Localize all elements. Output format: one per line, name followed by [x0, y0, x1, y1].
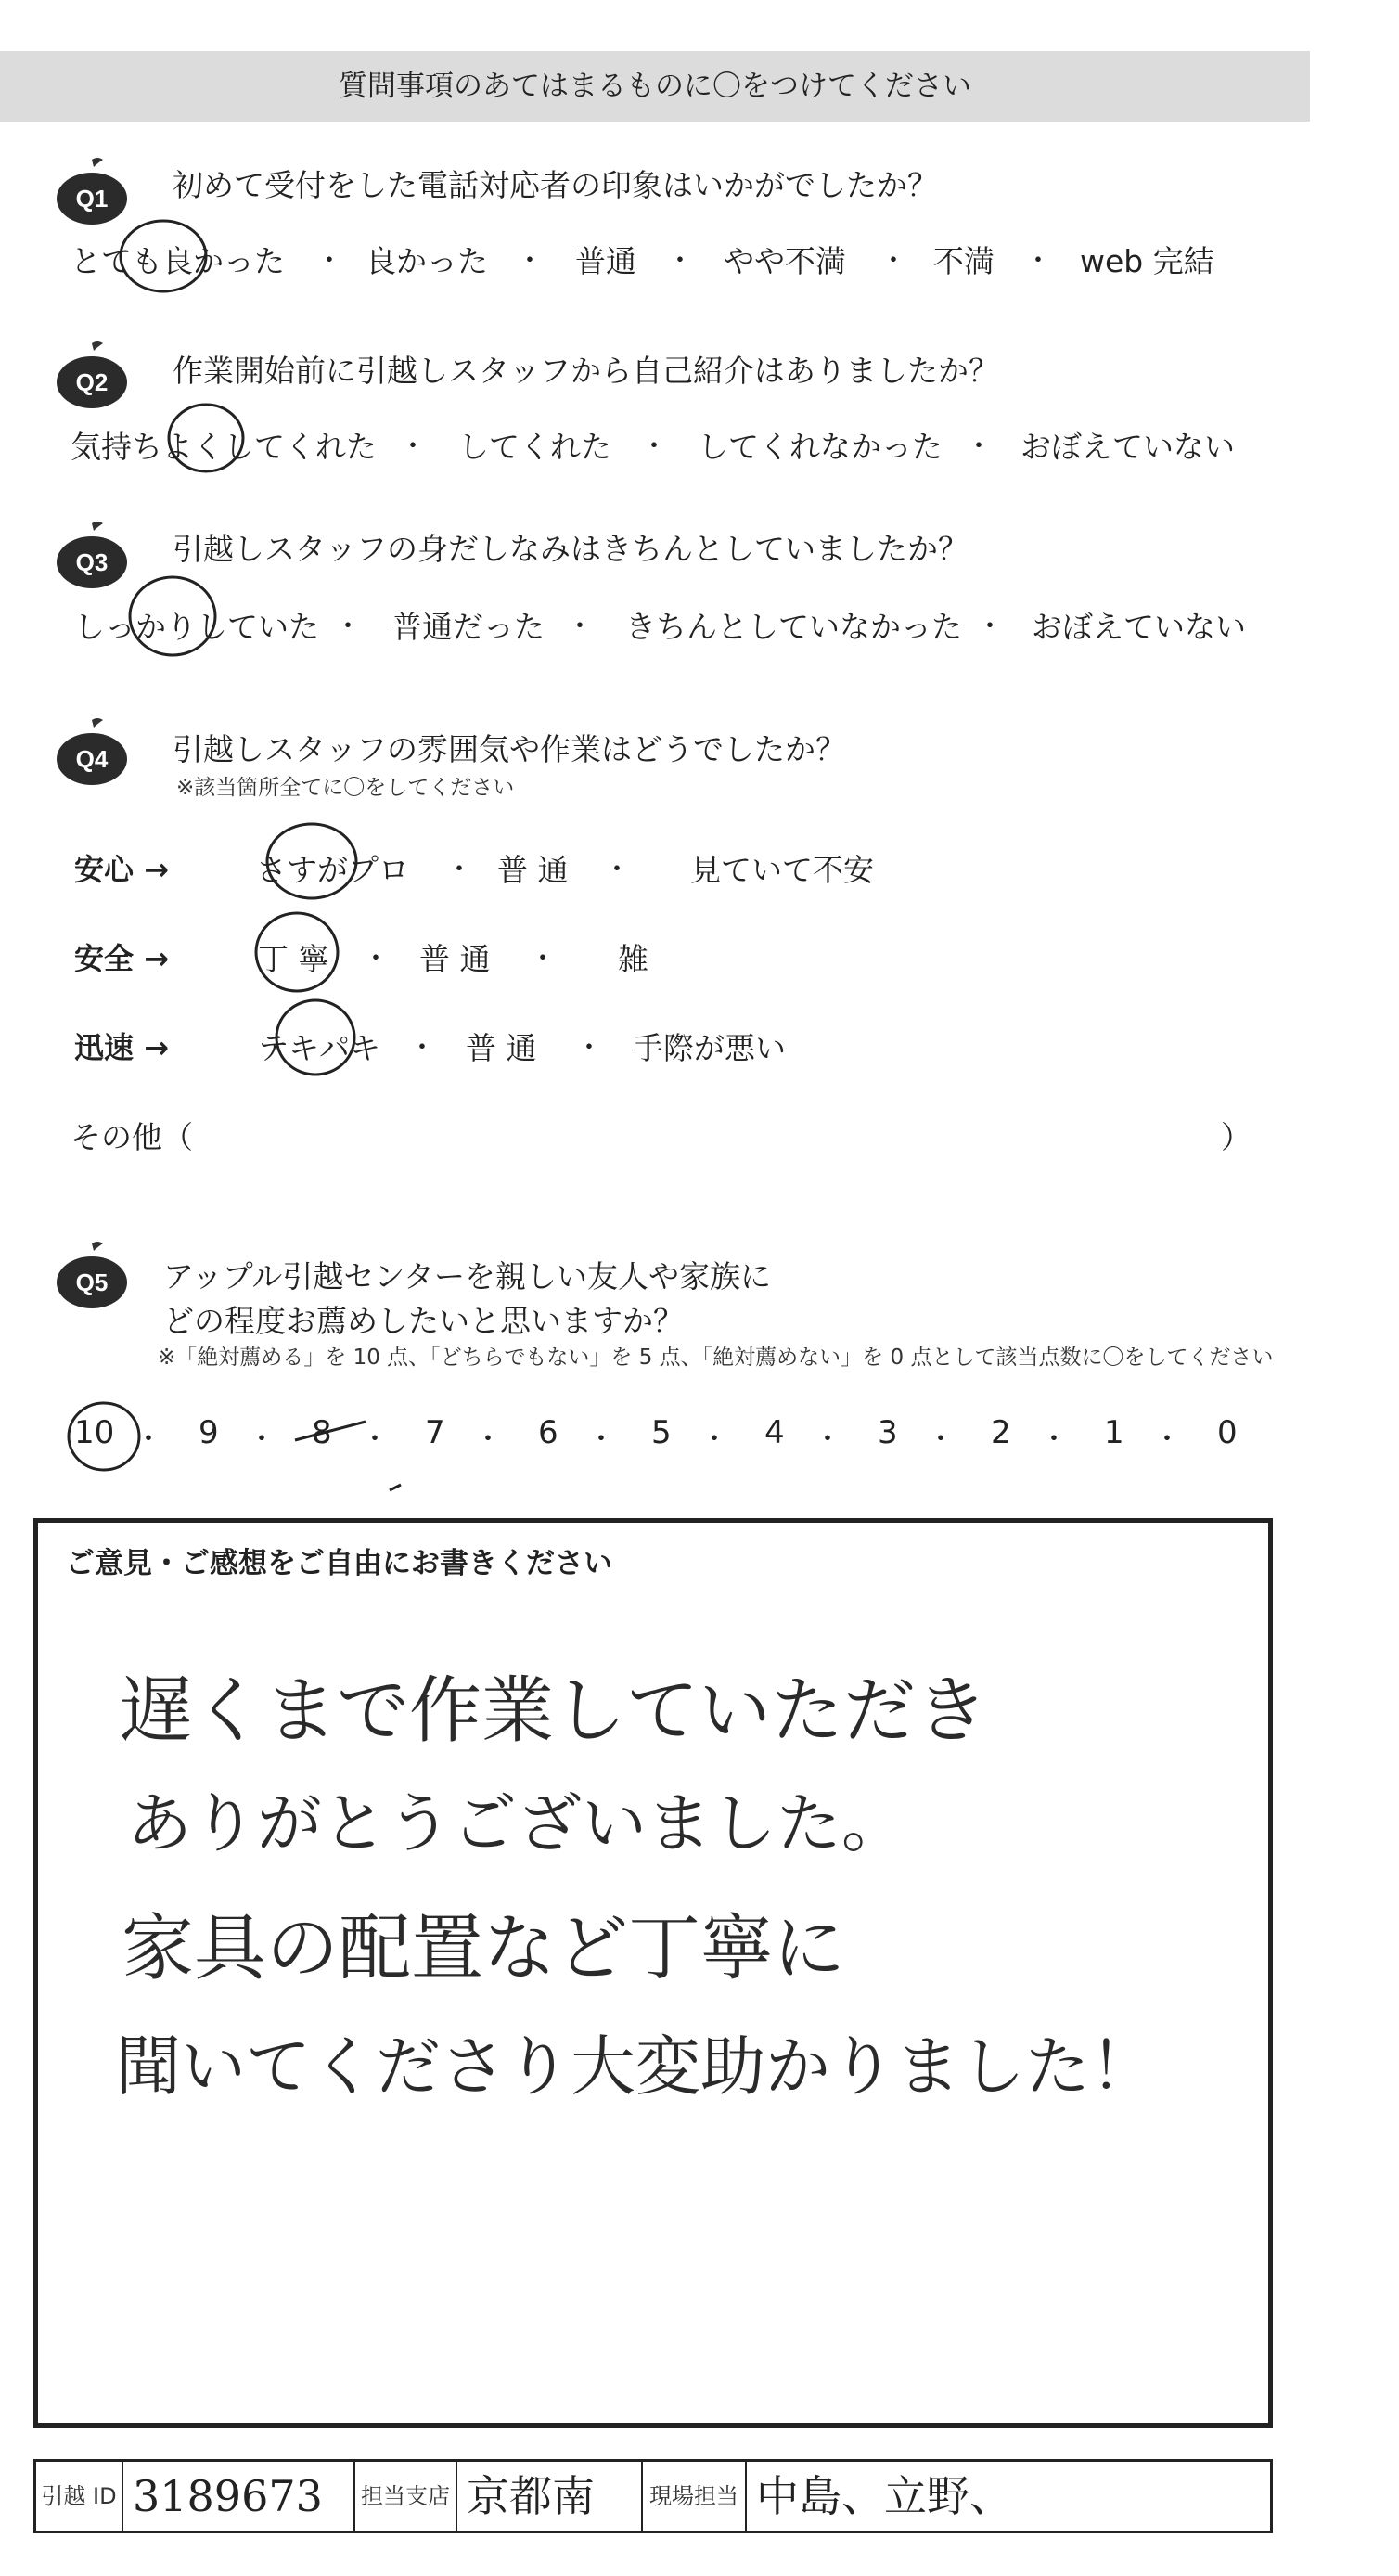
- svg-text:Q3: Q3: [75, 548, 109, 576]
- q1-option-1[interactable]: とても良かった: [71, 243, 285, 279]
- q5-score-7[interactable]: 7: [425, 1414, 445, 1451]
- separator-dot: ・: [334, 611, 362, 643]
- q1-option-2[interactable]: 良かった: [366, 243, 488, 279]
- q4-badge: [51, 716, 133, 789]
- separator-dot: ・: [1040, 1423, 1068, 1456]
- q5-score-6[interactable]: 6: [538, 1414, 558, 1451]
- staff-label: 現場担当: [643, 2462, 747, 2531]
- instruction-header: 質問事項のあてはまるものに〇をつけてください: [0, 51, 1310, 122]
- comment-title: ご意見・ご感想をご自由にお書きください: [66, 1547, 612, 1580]
- q4-jinsoku-option-3[interactable]: 手際が悪い: [633, 1030, 786, 1066]
- q4-other-input[interactable]: [204, 1114, 1206, 1151]
- q4-jinsoku-option-2[interactable]: 普 通: [466, 1030, 537, 1066]
- q2-option-3[interactable]: してくれなかった: [698, 429, 943, 465]
- q5-score-4[interactable]: 4: [764, 1414, 785, 1451]
- q4-other-label: その他（: [71, 1119, 193, 1155]
- separator-dot: ・: [408, 1032, 436, 1064]
- stray-mark: [390, 1485, 401, 1490]
- separator-dot: ・: [135, 1423, 162, 1456]
- separator-dot: ・: [399, 431, 427, 463]
- comment-line-4: 聞いてくださり大変助かりました！: [116, 2029, 1155, 2105]
- separator-dot: ・: [587, 1423, 615, 1456]
- q5-title-line1: アップル引越センターを親しい友人や家族に: [163, 1258, 772, 1294]
- svg-text:Q4: Q4: [75, 745, 109, 773]
- q5-title-line2: どの程度お薦めしたいと思いますか？: [163, 1303, 684, 1339]
- q4-other-close: ）: [1221, 1119, 1251, 1155]
- q2-option-2[interactable]: してくれた: [458, 429, 611, 465]
- comment-line-1: 遅くまで作業していただき: [120, 1669, 989, 1753]
- separator-dot: ・: [700, 1423, 728, 1456]
- q3-option-4[interactable]: おぼえていない: [1032, 609, 1246, 645]
- q5-score-3[interactable]: 3: [878, 1414, 898, 1451]
- q4-anzen-option-3[interactable]: 雑: [618, 941, 648, 977]
- q2-title: 作業開始前に引越しスタッフから自己紹介はありましたか？: [173, 353, 999, 389]
- q5-score-5[interactable]: 5: [651, 1414, 672, 1451]
- comment-line-2: ありがとうございました。: [127, 1785, 906, 1861]
- separator-dot: ・: [927, 1423, 955, 1456]
- separator-dot: ・: [362, 943, 390, 975]
- q5-score-2[interactable]: 2: [991, 1414, 1011, 1451]
- branch-label: 担当支店: [355, 2462, 457, 2531]
- q4-anshin-option-1[interactable]: さすがプロ: [256, 852, 409, 888]
- separator-dot: ・: [976, 611, 1004, 643]
- separator-dot: ・: [666, 245, 694, 277]
- q5-badge: [51, 1240, 133, 1312]
- separator-dot: ・: [1153, 1423, 1181, 1456]
- separator-dot: ・: [566, 611, 594, 643]
- q4-anzen-option-2[interactable]: 普 通: [419, 941, 491, 977]
- branch-value: 京都南: [457, 2462, 643, 2531]
- svg-text:Q1: Q1: [75, 185, 109, 213]
- separator-dot: ・: [1024, 245, 1052, 277]
- q4-note: ※該当箇所全てに〇をしてください: [176, 776, 515, 800]
- svg-text:Q2: Q2: [75, 368, 109, 396]
- q4-category-anzen: 安全 →: [74, 941, 169, 976]
- q5-score-8[interactable]: 8: [312, 1414, 332, 1451]
- q1-option-4[interactable]: やや不満: [724, 243, 846, 279]
- q2-option-1[interactable]: 気持ちよくしてくれた: [71, 429, 377, 465]
- q2-option-4[interactable]: おぼえていない: [1020, 429, 1235, 465]
- separator-dot: ・: [603, 854, 631, 886]
- separator-dot: ・: [529, 943, 557, 975]
- separator-dot: ・: [879, 245, 907, 277]
- q1-option-6[interactable]: web 完結: [1080, 243, 1214, 279]
- q3-title: 引越しスタッフの身だしなみはきちんとしていましたか？: [173, 531, 969, 567]
- separator-dot: ・: [814, 1423, 841, 1456]
- comment-line-3: 家具の配置など丁寧に: [122, 1907, 846, 1990]
- separator-dot: ・: [445, 854, 473, 886]
- q4-anzen-option-1[interactable]: 丁 寧: [258, 941, 329, 977]
- separator-dot: ・: [516, 245, 544, 277]
- q4-title: 引越しスタッフの雰囲気や作業はどうでしたか？: [173, 731, 846, 767]
- q3-option-3[interactable]: きちんとしていなかった: [625, 609, 962, 645]
- q1-option-3[interactable]: 普通: [575, 243, 636, 279]
- separator-dot: ・: [575, 1032, 603, 1064]
- q1-title: 初めて受付をした電話対応者の印象はいかがでしたか？: [173, 167, 938, 203]
- separator-dot: ・: [315, 245, 343, 277]
- separator-dot: ・: [361, 1423, 389, 1456]
- q1-badge: [51, 156, 133, 228]
- q4-anshin-option-3[interactable]: 見ていて不安: [690, 852, 874, 888]
- q1-option-5[interactable]: 不満: [933, 243, 995, 279]
- comment-box: [33, 1518, 1273, 2428]
- footer-table: [33, 2459, 1273, 2533]
- q5-score-9[interactable]: 9: [199, 1414, 219, 1451]
- q3-option-2[interactable]: 普通だった: [391, 609, 545, 645]
- q5-score-0[interactable]: 0: [1217, 1414, 1238, 1451]
- separator-dot: ・: [474, 1423, 502, 1456]
- separator-dot: ・: [248, 1423, 276, 1456]
- q3-badge: [51, 520, 133, 592]
- staff-value: 中島、立野、: [756, 2471, 1012, 2521]
- q4-category-jinsoku: 迅速 →: [74, 1030, 169, 1065]
- svg-text:Q5: Q5: [75, 1269, 109, 1296]
- q5-note: ※「絶対薦める」を 10 点、「どちらでもない」を 5 点、「絶対薦めない」を 0 点として該当点数に〇をしてください: [158, 1346, 1274, 1370]
- q3-option-1[interactable]: しっかりしていた: [74, 609, 319, 645]
- separator-dot: ・: [965, 431, 993, 463]
- q5-score-10[interactable]: 10: [74, 1414, 115, 1451]
- separator-dot: ・: [640, 431, 668, 463]
- q5-score-1[interactable]: 1: [1104, 1414, 1124, 1451]
- q4-category-anshin: 安心 →: [74, 852, 169, 887]
- q4-anshin-option-2[interactable]: 普 通: [497, 852, 569, 888]
- q2-badge: [51, 340, 133, 412]
- id-value: 3189673: [123, 2462, 355, 2531]
- q4-jinsoku-option-1[interactable]: テキパキ: [258, 1030, 380, 1066]
- id-label: 引越 ID: [36, 2462, 123, 2531]
